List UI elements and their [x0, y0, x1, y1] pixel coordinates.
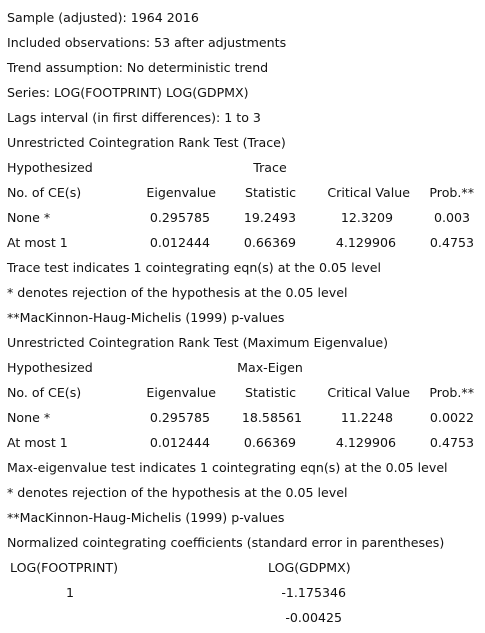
trend-line: Trend assumption: No deterministic trend	[7, 60, 269, 75]
series-line: Series: LOG(FOOTPRINT) LOG(GDPMX)	[7, 85, 249, 100]
maxeig-row-label: At most 1	[7, 435, 68, 450]
trace-row-label: None *	[7, 210, 51, 225]
normalized-coef-gdpmx: -1.175346	[281, 585, 346, 600]
trace-row-prob: 0.4753	[429, 235, 474, 250]
normalized-col-gdpmx: LOG(GDPMX)	[268, 560, 351, 575]
maxeig-row-critical: 11.2248	[340, 410, 393, 425]
trace-row-statistic: 19.2493	[243, 210, 296, 225]
trace-note-rejection: * denotes rejection of the hypothesis at the 0.05 level	[7, 285, 348, 300]
observations-line: Included observations: 53 after adjustments	[7, 35, 287, 50]
trace-col-stat-top: Trace	[253, 160, 287, 175]
maxeig-col-stat-top: Max-Eigen	[237, 360, 303, 375]
normalized-title: Normalized cointegrating coefficients (standard error in parentheses)	[7, 535, 445, 550]
trace-col-hypothesized: Hypothesized	[7, 160, 93, 175]
maxeig-col-critical: Critical Value	[327, 385, 410, 400]
normalized-coef-footprint: 1	[66, 585, 75, 600]
maxeig-col-no-ce: No. of CE(s)	[7, 385, 82, 400]
trace-row-critical: 12.3209	[340, 210, 393, 225]
maxeig-col-hypothesized: Hypothesized	[7, 360, 93, 375]
lags-line: Lags interval (in first differences): 1 to 3	[7, 110, 261, 125]
trace-note-pvalues: **MacKinnon-Haug-Michelis (1999) p-values	[7, 310, 285, 325]
maxeig-row-prob: 0.4753	[429, 435, 474, 450]
normalized-se-gdpmx: -0.00425	[285, 610, 342, 625]
sample-line: Sample (adjusted): 1964 2016	[7, 10, 199, 25]
maxeig-col-eigenvalue: Eigenvalue	[146, 385, 216, 400]
maxeig-row-label: None *	[7, 410, 51, 425]
trace-test-title: Unrestricted Cointegration Rank Test (Trace)	[7, 135, 286, 150]
maxeig-note-result: Max-eigenvalue test indicates 1 cointegrating eqn(s) at the 0.05 level	[7, 460, 448, 475]
maxeig-row-prob: 0.0022	[429, 410, 474, 425]
maxeig-row-eigenvalue: 0.295785	[149, 410, 210, 425]
maxeig-note-pvalues: **MacKinnon-Haug-Michelis (1999) p-values	[7, 510, 285, 525]
normalized-col-footprint: LOG(FOOTPRINT)	[10, 560, 118, 575]
trace-row-critical: 4.129906	[335, 235, 396, 250]
trace-col-statistic: Statistic	[244, 185, 296, 200]
maxeig-col-statistic: Statistic	[244, 385, 296, 400]
maxeig-test-title: Unrestricted Cointegration Rank Test (Maximum Eigenvalue)	[7, 335, 389, 350]
trace-col-eigenvalue: Eigenvalue	[146, 185, 216, 200]
maxeig-row-statistic: 0.66369	[243, 435, 296, 450]
maxeig-col-prob: Prob.**	[429, 385, 474, 400]
maxeig-row-eigenvalue: 0.012444	[149, 435, 210, 450]
trace-col-no-ce: No. of CE(s)	[7, 185, 82, 200]
trace-row-eigenvalue: 0.295785	[149, 210, 210, 225]
maxeig-note-rejection: * denotes rejection of the hypothesis at the 0.05 level	[7, 485, 348, 500]
maxeig-row-statistic: 18.58561	[241, 410, 302, 425]
trace-row-eigenvalue: 0.012444	[149, 235, 210, 250]
trace-row-prob: 0.003	[433, 210, 470, 225]
trace-row-label: At most 1	[7, 235, 68, 250]
trace-col-critical: Critical Value	[327, 185, 410, 200]
trace-row-statistic: 0.66369	[243, 235, 296, 250]
maxeig-row-critical: 4.129906	[335, 435, 396, 450]
trace-col-prob: Prob.**	[429, 185, 474, 200]
trace-note-result: Trace test indicates 1 cointegrating eqn(s) at the 0.05 level	[7, 260, 382, 275]
